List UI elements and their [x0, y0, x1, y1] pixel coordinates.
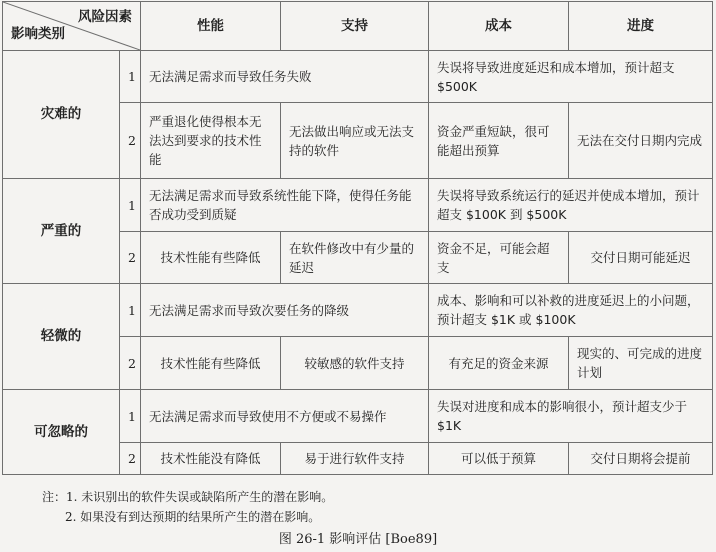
schedule-cell: 现实的、可完成的进度计划	[569, 337, 713, 390]
perf-support-cell: 无法满足需求而导致使用不方便或不易操作	[141, 390, 429, 443]
support-cell: 易于进行软件支持	[281, 443, 429, 475]
support-cell: 较敏感的软件支持	[281, 337, 429, 390]
figure-caption: 图 26-1 影响评估 [Boe89]	[278, 532, 438, 547]
category-critical: 严重的	[3, 179, 120, 284]
cost-schedule-cell: 失误将导致系统运行的延迟并使成本增加，预计超支 $100K 到 $500K	[429, 179, 713, 232]
col-header-support: 支持	[281, 2, 429, 51]
row-number: 1	[120, 390, 141, 443]
footnote-1: 注：1. 未识别出的软件失误或缺陷所产生的潜在影响。	[42, 490, 334, 504]
row-number: 2	[120, 103, 141, 179]
schedule-cell: 无法在交付日期内完成	[569, 103, 713, 179]
impact-category-label: 影响类别	[11, 26, 65, 42]
category-negligible: 可忽略的	[3, 390, 120, 475]
schedule-cell: 交付日期可能延迟	[569, 232, 713, 284]
row-number: 2	[120, 443, 141, 475]
cost-cell: 资金严重短缺，很可能超出预算	[429, 103, 569, 179]
impact-assessment-table	[2, 1, 713, 475]
performance-cell: 技术性能有些降低	[141, 232, 281, 284]
perf-support-cell: 无法满足需求而导致次要任务的降级	[141, 284, 429, 337]
row-number: 1	[120, 51, 141, 103]
performance-cell: 技术性能有些降低	[141, 337, 281, 390]
col-header-schedule: 进度	[569, 2, 713, 51]
schedule-cell: 交付日期将会提前	[569, 443, 713, 475]
perf-support-cell: 无法满足需求而导致任务失败	[141, 51, 429, 103]
performance-cell: 技术性能没有降低	[141, 443, 281, 475]
cost-cell: 有充足的资金来源	[429, 337, 569, 390]
row-number: 2	[120, 232, 141, 284]
category-marginal: 轻微的	[3, 284, 120, 390]
cost-cell: 可以低于预算	[429, 443, 569, 475]
corner-header	[3, 2, 141, 51]
table-row	[3, 284, 713, 337]
table-row	[3, 51, 713, 103]
cost-schedule-cell: 失误对进度和成本的影响很小，预计超支少于 $1K	[429, 390, 713, 443]
footnotes	[42, 487, 333, 527]
table-row	[3, 179, 713, 232]
cost-schedule-cell: 失误将导致进度延迟和成本增加，预计超支 $500K	[429, 51, 713, 103]
support-cell: 在软件修改中有少量的延迟	[281, 232, 429, 284]
col-header-performance: 性能	[141, 2, 281, 51]
risk-factor-label: 风险因素	[78, 9, 132, 25]
footnote-2: 2. 如果没有到达预期的结果所产生的潜在影响。	[65, 510, 321, 524]
row-number: 2	[120, 337, 141, 390]
performance-cell: 严重退化使得根本无法达到要求的技术性能	[141, 103, 281, 179]
category-catastrophic: 灾难的	[3, 51, 120, 179]
perf-support-cell: 无法满足需求而导致系统性能下降，使得任务能否成功受到质疑	[141, 179, 429, 232]
row-number: 1	[120, 284, 141, 337]
cost-cell: 资金不足，可能会超支	[429, 232, 569, 284]
support-cell: 无法做出响应或无法支持的软件	[281, 103, 429, 179]
header-row	[3, 2, 713, 51]
row-number: 1	[120, 179, 141, 232]
table-row	[3, 390, 713, 443]
col-header-cost: 成本	[429, 2, 569, 51]
cost-schedule-cell: 成本、影响和可以补救的进度延迟上的小问题，预计超支 $1K 或 $100K	[429, 284, 713, 337]
